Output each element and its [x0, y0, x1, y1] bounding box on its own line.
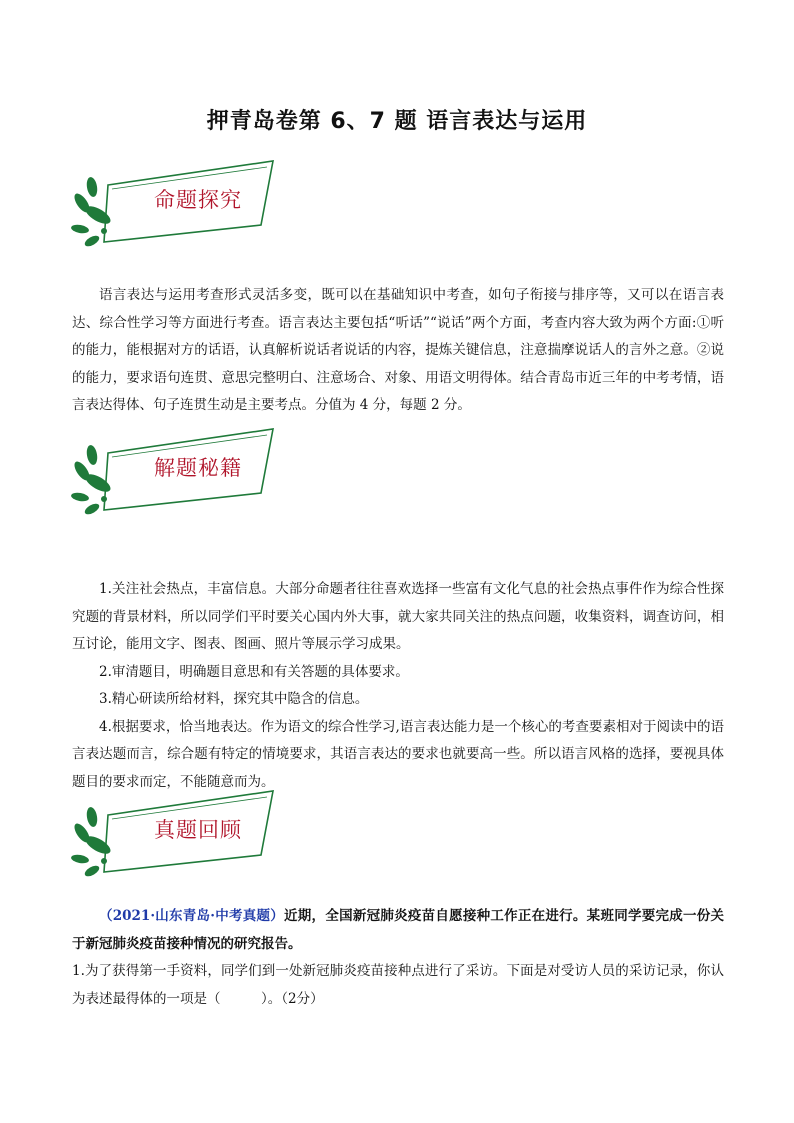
question-intro	[72, 903, 724, 958]
question-lead: 近期，全国新冠肺炎疫苗自愿接种工作正在进行。某班同学要完成一份关于新冠肺炎疫苗接种情况的研究报告。	[72, 908, 724, 952]
tips-list	[72, 576, 724, 796]
intro-paragraph: 语言表达与运用考查形式灵活多变，既可以在基础知识中考查，如句子衔接与排序等，又可以在语言表达、综合性学习等方面进行考查。语言表达主要包括“听话”“说话”两个方面，考查内容大致为两个方面:①听的能力，能根据对方的话语，认真解析说话者说话的内容，提炼关键信息，注意揣摩说话人的言外之意。②说的能力，要求语句连贯、意思完整明白、注意场合、对象、用语文明得体。结合青岛市近三年的中考考情，语言表达得体、句子连贯生动是主要考点。分值为 4 分，每题 2 分。	[72, 287, 724, 413]
tip-item: 4.根据要求，恰当地表达。作为语文的综合性学习,语言表达能力是一个核心的考查要素相对于阅读中的语言表达题而言，综合题有特定的情境要求，其语言表达的要求也就要高一些。所以语言风格的选择，要视具体题目的要求而定，不能随意而为。	[72, 718, 724, 790]
page-title: 押青岛卷第 6、7 题 语言表达与运用	[206, 109, 588, 134]
section-label-mingti: 命题探究	[154, 188, 242, 212]
section-banner-1	[68, 157, 288, 257]
section-label-jieti: 解题秘籍	[154, 456, 242, 480]
question-source: （2021·山东青岛·中考真题）	[99, 908, 285, 924]
tip-item: 2.审清题目，明确题目意思和有关答题的具体要求。	[99, 663, 409, 680]
question-1: 1.为了获得第一手资料，同学们到一处新冠肺炎疫苗接种点进行了采访。下面是对受访人员的采访记录，你认为表述最得体的一项是（ ）。（2分）	[72, 963, 724, 1007]
tip-item: 3.精心研读所给材料，探究其中隐含的信息。	[99, 691, 369, 707]
tip-item: 1.关注社会热点，丰富信息。大部分命题者往往喜欢选择一些富有文化气息的社会热点事件作为综合性探究题的背景材料，所以同学们平时要关心国内外大事，就大家共同关注的热点问题，收集资料，调查访问，相互讨论，能用文字、图表、图画、照片等展示学习成果。	[72, 581, 724, 652]
section-banner-3	[68, 787, 288, 887]
section-label-zhenti: 真题回顾	[154, 818, 242, 842]
section-banner-2	[68, 425, 288, 525]
